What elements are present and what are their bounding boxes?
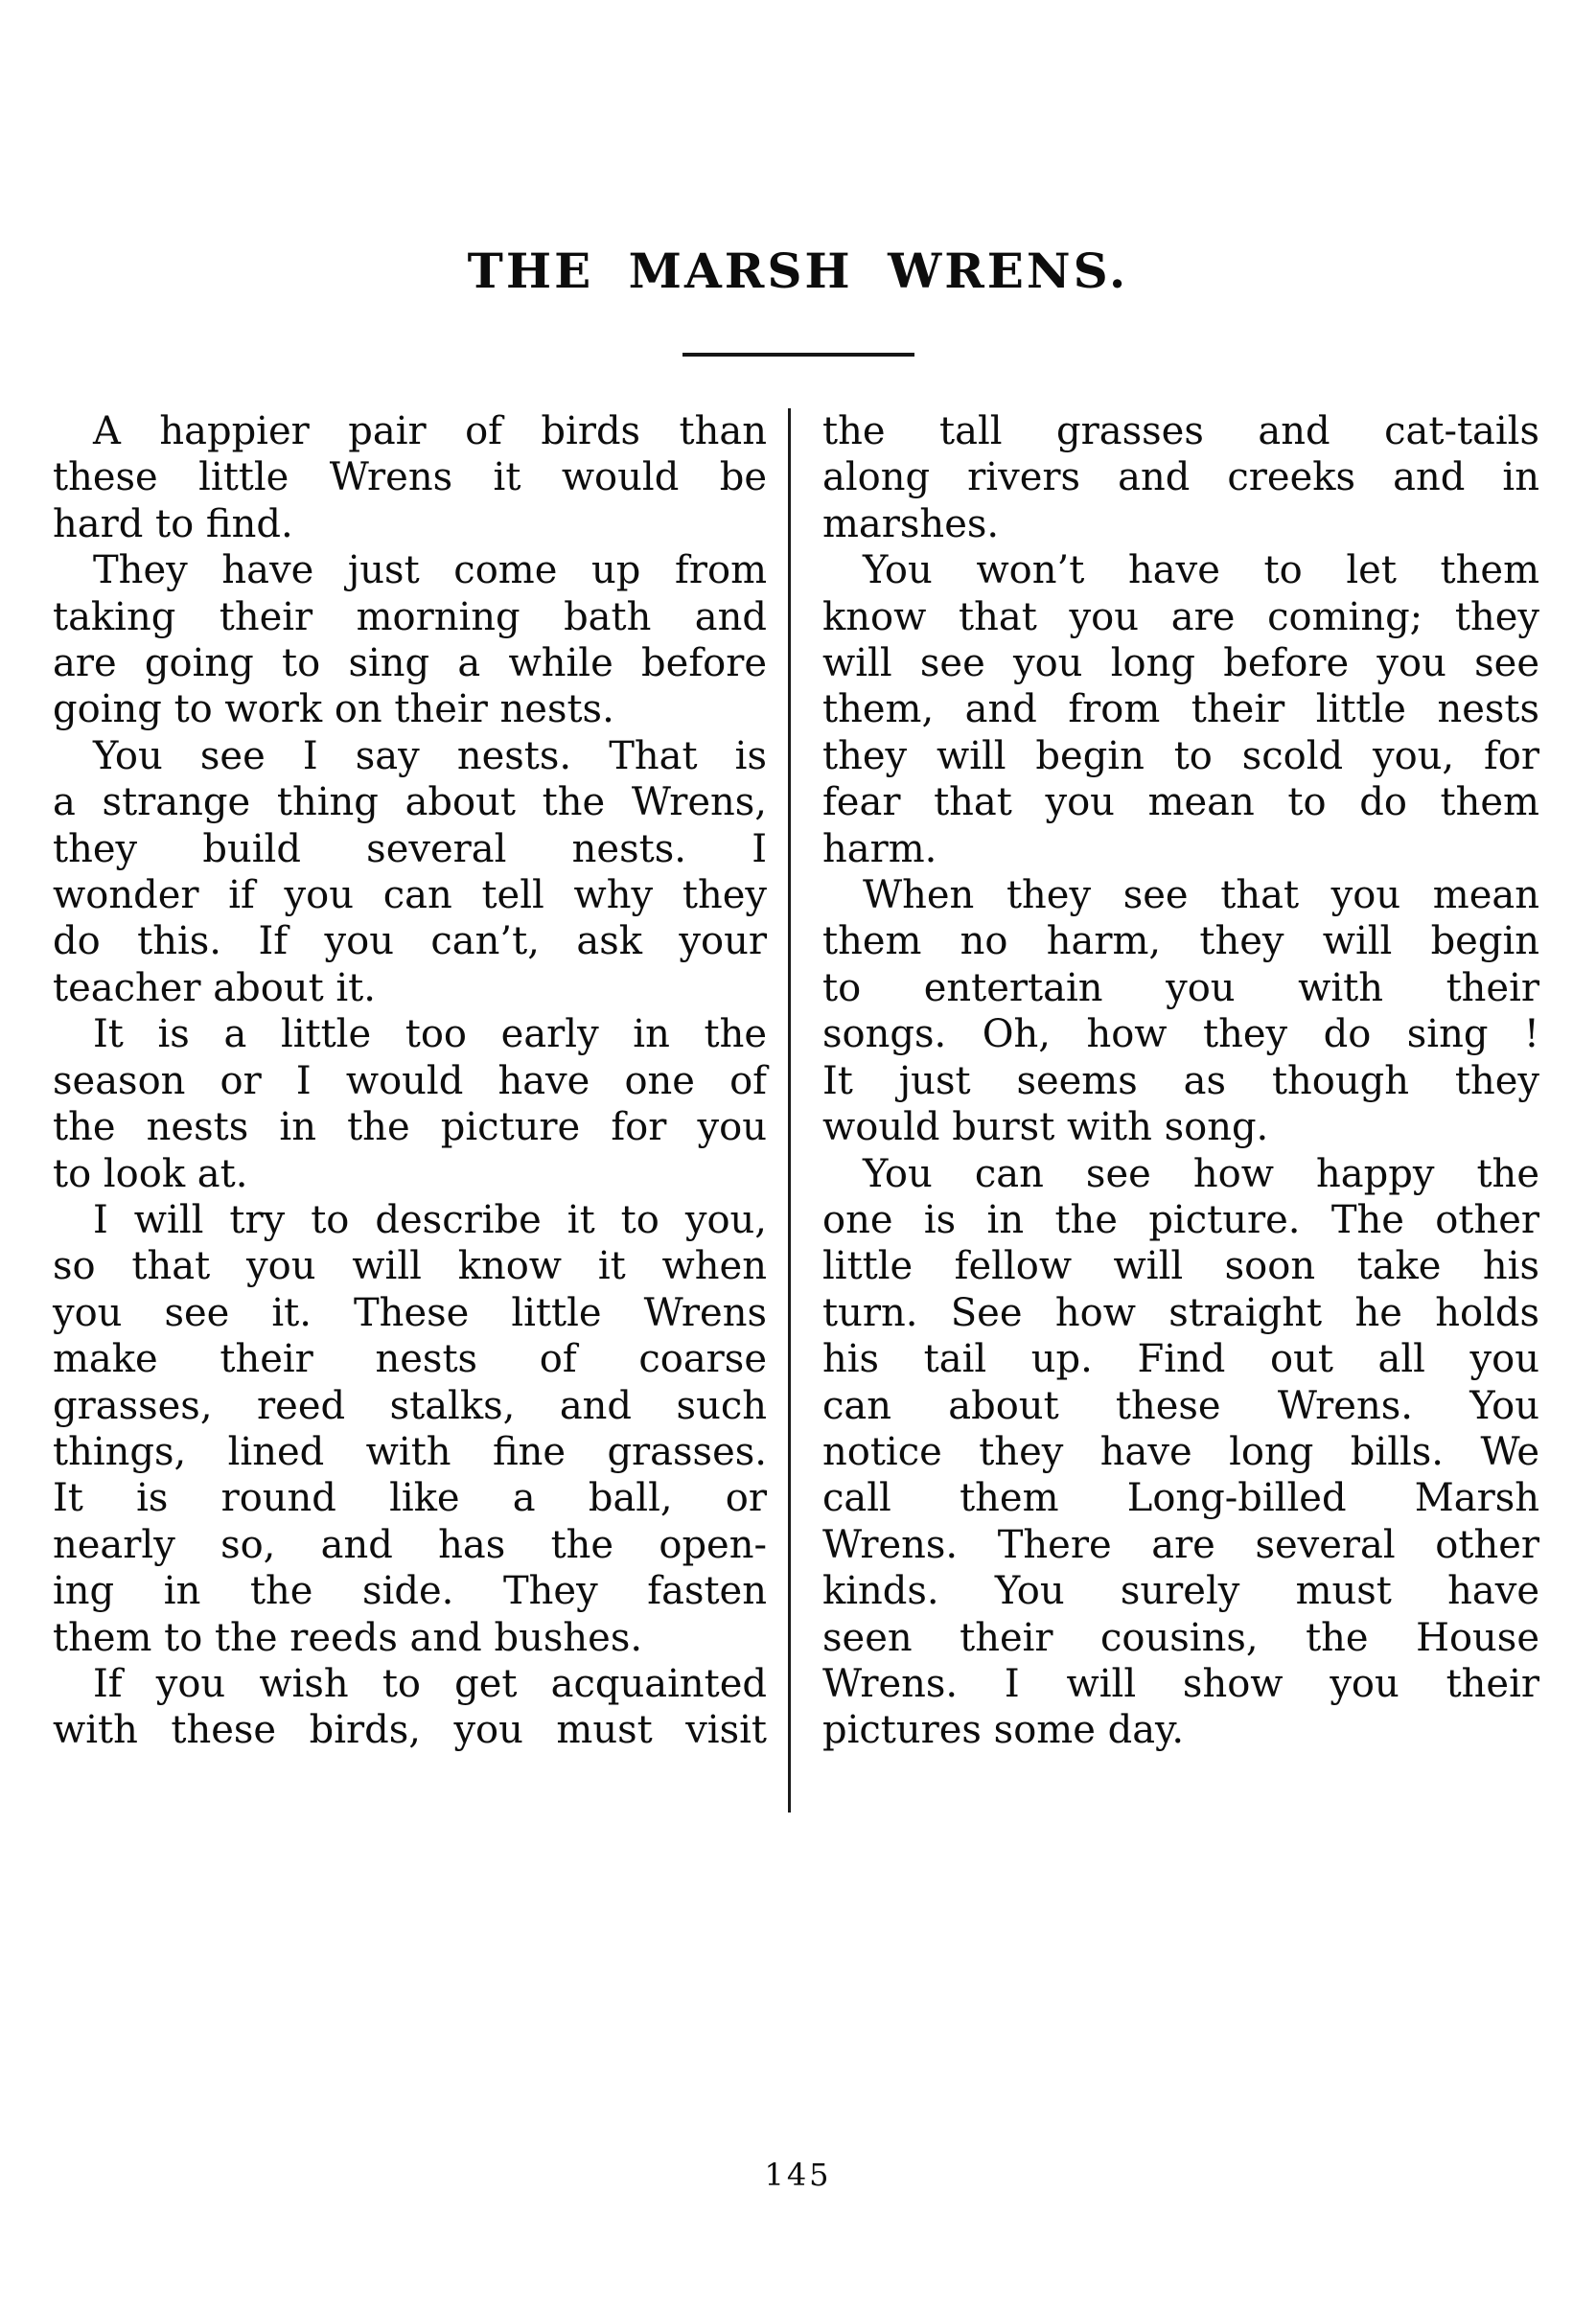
- text-line: If you wish to get acquainted: [93, 1661, 767, 1706]
- text-line: one is in the picture. The other: [822, 1197, 1539, 1242]
- text-line: would burst with song.: [822, 1105, 1269, 1150]
- text-line: Wrens. I will show you their: [822, 1661, 1539, 1706]
- text-line: kinds. You surely must have: [822, 1569, 1539, 1614]
- text-line: to look at.: [53, 1151, 248, 1196]
- text-line: call them Long-billed Marsh: [822, 1476, 1539, 1521]
- text-line: When they see that you mean: [863, 873, 1539, 918]
- text-column-right: [822, 408, 1539, 1754]
- text-line: they build several nests. I: [53, 826, 767, 871]
- text-line: teacher about it.: [53, 965, 376, 1010]
- text-line: fear that you mean to do them: [822, 780, 1539, 825]
- text-line: the nests in the picture for you: [53, 1105, 767, 1150]
- title-divider-rule: [682, 353, 914, 357]
- text-line: will see you long before you see: [822, 641, 1539, 686]
- page-title: THE MARSH WRENS.: [467, 242, 1129, 299]
- text-line: grasses, reed stalks, and such: [53, 1383, 767, 1428]
- two-column-text: [53, 408, 1596, 1813]
- text-line: songs. Oh, how they do sing !: [822, 1012, 1539, 1057]
- text-line: things, lined with fine grasses.: [53, 1429, 767, 1474]
- text-line: It is round like a ball, or: [53, 1476, 767, 1521]
- text-line: are going to sing a while before: [53, 641, 767, 686]
- text-line: these little Wrens it would be: [53, 455, 767, 500]
- text-line: You won’t have to let them: [863, 548, 1539, 593]
- text-line: they will begin to scold you, for: [822, 733, 1539, 778]
- column-divider: [788, 408, 791, 1813]
- text-line: can about these Wrens. You: [822, 1383, 1539, 1428]
- text-line: along rivers and creeks and in: [822, 455, 1539, 500]
- text-line: the tall grasses and cat-tails: [822, 409, 1539, 453]
- text-line: marshes.: [822, 501, 1000, 546]
- text-line: A happier pair of birds than: [93, 409, 767, 453]
- text-line: nearly so, and has the open-: [53, 1522, 767, 1567]
- text-line: a strange thing about the Wrens,: [53, 780, 767, 825]
- text-line: turn. See how straight he holds: [822, 1290, 1539, 1335]
- page-number: 145: [764, 2157, 832, 2193]
- text-line: I will try to describe it to you,: [93, 1197, 767, 1242]
- text-line: wonder if you can tell why they: [53, 873, 767, 918]
- text-line: to entertain you with their: [822, 965, 1539, 1010]
- text-line: know that you are coming; they: [822, 594, 1539, 639]
- text-line: harm.: [822, 826, 937, 871]
- text-line: They have just come up from: [93, 548, 767, 593]
- text-line: little fellow will soon take his: [822, 1244, 1539, 1289]
- text-line: going to work on their nests.: [53, 687, 614, 732]
- text-line: them to the reeds and bushes.: [53, 1615, 643, 1660]
- text-line: Wrens. There are several other: [822, 1522, 1539, 1567]
- text-column-left: [53, 408, 767, 1754]
- text-line: with these birds, you must visit: [53, 1708, 767, 1753]
- text-line: It just seems as though they: [822, 1058, 1539, 1103]
- text-line: so that you will know it when: [53, 1244, 767, 1289]
- text-line: make their nests of coarse: [53, 1337, 767, 1382]
- text-line: ing in the side. They fasten: [53, 1569, 767, 1614]
- text-line: them no harm, they will begin: [822, 919, 1539, 964]
- text-line: You can see how happy the: [863, 1151, 1539, 1196]
- text-line: season or I would have one of: [53, 1058, 767, 1103]
- text-line: seen their cousins, the House: [822, 1615, 1539, 1660]
- text-line: taking their morning bath and: [53, 594, 767, 639]
- text-line: do this. If you can’t, ask your: [53, 919, 767, 964]
- text-line: You see I say nests. That is: [93, 733, 767, 778]
- text-line: his tail up. Find out all you: [822, 1337, 1539, 1382]
- text-line: you see it. These little Wrens: [53, 1290, 767, 1335]
- text-line: hard to find.: [53, 501, 293, 546]
- text-line: pictures some day.: [822, 1708, 1185, 1753]
- text-line: notice they have long bills. We: [822, 1429, 1539, 1474]
- text-line: It is a little too early in the: [93, 1012, 767, 1057]
- text-line: them, and from their little nests: [822, 687, 1539, 732]
